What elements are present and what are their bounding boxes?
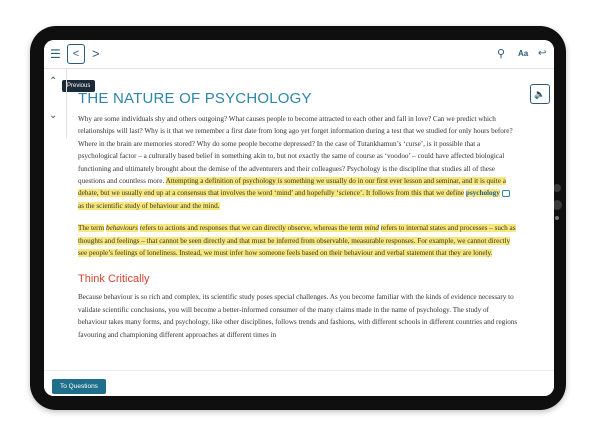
glossary-term-psychology[interactable]: psychology	[465, 189, 500, 198]
paragraph-2	[78, 222, 518, 259]
highlight-1b: as the scientific study of behaviour and the mind.	[78, 201, 220, 210]
paragraph-3: Because behaviour is so rich and complex, its scientific study poses special challenges. As you become familiar with the kinds of evidence necessary to validate scientific conclusions, you will become a better-informed consumer of the many claims made in the name of psychology. The study of behaviour takes many forms, and psychology, like other disciplines, follows trends and fashions, with different schools in different countries and regions favouring and championing different approaches at different times in	[78, 293, 518, 339]
highlight-1a: Attempting a definition of psychology is something we usually do in our first ever lesson and seminar, and it is quite a debate, but we usually end up at a consensus that involves the word ‘mind’ and hopefully ‘science’. It follows from this that we define	[78, 177, 506, 198]
sensor-dot	[555, 216, 559, 220]
section-heading: Think Critically	[78, 273, 150, 286]
search-icon[interactable]: ⚲	[497, 48, 506, 60]
reading-content	[78, 82, 518, 351]
chevron-down-icon[interactable]: ⌄	[49, 110, 58, 121]
to-questions-button[interactable]: To Questions	[52, 379, 106, 394]
comment-icon[interactable]	[502, 190, 510, 197]
paragraph-1-text: Why are some individuals shy and others outgoing? What causes people to become attracted to each other and fall in love? Can we predict which relationships will last? Why is it that we remember a first date from long ago yet forget information during a test that we studied for only hours before? Where in the brain are memories stored? Why do some people become depressed? In the case of Tutankhamun’s ‘curse’, is it possible that a psychological factor – a culturally based belief in something akin to, but not exactly the same of course as ‘voodoo’ – could have affected biological functioning and ultimately brought about the demise of the adventurers and their colleagues? Psychology is the discipline that studies all of these questions and countless more.	[78, 115, 513, 186]
chevron-up-icon[interactable]: ⌃	[49, 76, 58, 87]
screen	[44, 40, 554, 396]
term-behaviours: behaviours	[105, 224, 138, 233]
bottom-bar	[44, 370, 554, 396]
p2-part-c: refers to internal states and processes – such as thoughts and feelings – that cannot be seen directly and that must be inferred from observable, measurable responses. For example, we cannot directly see people’s feelings of loneliness. Instead, we must infer how someone feels based on their behaviour and verbal statement that they are lonely.	[78, 224, 516, 258]
return-icon[interactable]: ↩	[538, 48, 547, 59]
page-nav-sidebar	[44, 68, 67, 138]
tablet-frame	[30, 26, 566, 410]
font-size-button[interactable]: Aa	[518, 49, 529, 58]
next-button[interactable]: >	[92, 46, 100, 61]
previous-button[interactable]: <	[67, 44, 85, 64]
p2-part-b: refers to actions and responses that we can directly observe, whereas the term	[139, 224, 363, 233]
reader-toolbar	[44, 40, 554, 69]
menu-icon[interactable]: ☰	[50, 47, 61, 61]
camera-dot	[553, 184, 561, 192]
paragraph-1	[78, 113, 518, 212]
term-mind: mind	[364, 224, 379, 233]
p2-part-a: The term	[78, 224, 105, 233]
previous-tooltip: Previous	[62, 80, 95, 92]
page-title: THE NATURE OF PSYCHOLOGY	[78, 90, 312, 107]
speaker-icon[interactable]: 🔈	[530, 84, 550, 104]
